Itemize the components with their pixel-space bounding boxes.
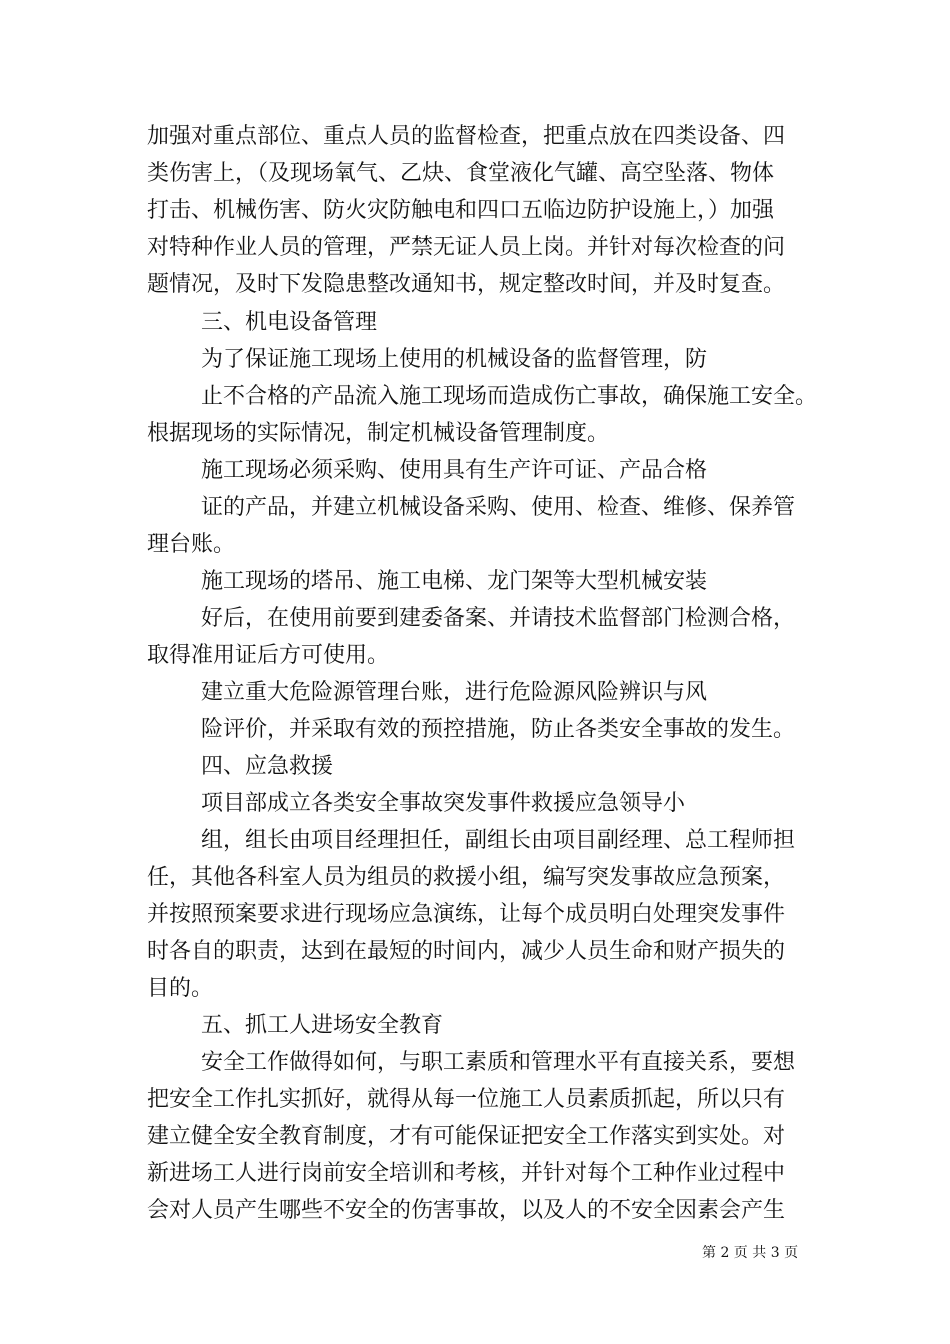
text-line: 题情况，及时下发隐患整改通知书，规定整改时间，并及时复查。 xyxy=(147,272,786,297)
text-line: 并按照预案要求进行现场应急演练，让每个成员明白处理突发事件 xyxy=(147,902,786,927)
text-line: 证的产品，并建立机械设备采购、使用、检查、维修、保养管 xyxy=(201,495,796,520)
text-line: 根据现场的实际情况，制定机械设备管理制度。 xyxy=(147,421,610,446)
text-line: 好后，在使用前要到建委备案、并请技术监督部门检测合格， xyxy=(201,606,796,631)
text-line: 对特种作业人员的管理，严禁无证人员上岗。并针对每次检查的问 xyxy=(147,235,786,260)
text-line: 项目部成立各类安全事故突发事件救援应急领导小 xyxy=(201,791,686,816)
text-line: 打击、机械伤害、防火灾防触电和四口五临边防护设施上，）加强 xyxy=(147,198,775,223)
text-line: 为了保证施工现场上使用的机械设备的监督管理，防 xyxy=(201,347,708,372)
text-line: 时各自的职责，达到在最短的时间内，减少人员生命和财产损失的 xyxy=(147,939,786,964)
text-line: 取得准用证后方可使用。 xyxy=(147,643,390,668)
page-number-footer: 第 2 页 共 3 页 xyxy=(702,1245,799,1261)
section-heading: 三、机电设备管理 xyxy=(201,310,378,335)
text-line: 会对人员产生哪些不安全的伤害事故，以及人的不安全因素会产生 xyxy=(147,1198,786,1223)
text-line: 建立健全安全教育制度，才有可能保证把安全工作落实到实处。对 xyxy=(147,1124,786,1149)
text-line: 新进场工人进行岗前安全培训和考核，并针对每个工种作业过程中 xyxy=(147,1161,786,1186)
section-heading: 五、抓工人进场安全教育 xyxy=(201,1013,444,1038)
text-line: 建立重大危险源管理台账，进行危险源风险辨识与风 xyxy=(201,680,708,705)
text-line: 施工现场的塔吊、施工电梯、龙门架等大型机械安装 xyxy=(201,569,708,594)
text-line: 组，组长由项目经理担任，副组长由项目副经理、总工程师担 xyxy=(201,828,796,853)
text-line: 任，其他各科室人员为组员的救援小组，编写突发事故应急预案， xyxy=(147,865,786,890)
text-line: 安全工作做得如何，与职工素质和管理水平有直接关系，要想 xyxy=(201,1050,796,1075)
section-heading: 四、应急救援 xyxy=(201,754,334,779)
text-line: 止不合格的产品流入施工现场而造成伤亡事故，确保施工安全。 xyxy=(201,384,818,409)
text-line: 理台账。 xyxy=(147,532,236,557)
text-line: 险评价，并采取有效的预控措施，防止各类安全事故的发生。 xyxy=(201,717,796,742)
text-line: 目的。 xyxy=(147,976,214,1001)
text-line: 类伤害上，（及现场氧气、乙炔、食堂液化气罐、高空坠落、物体 xyxy=(147,161,775,186)
text-line: 加强对重点部位、重点人员的监督检查，把重点放在四类设备、四 xyxy=(147,124,786,149)
text-line: 把安全工作扎实抓好，就得从每一位施工人员素质抓起，所以只有 xyxy=(147,1087,786,1112)
text-line: 施工现场必须采购、使用具有生产许可证、产品合格 xyxy=(201,458,708,483)
